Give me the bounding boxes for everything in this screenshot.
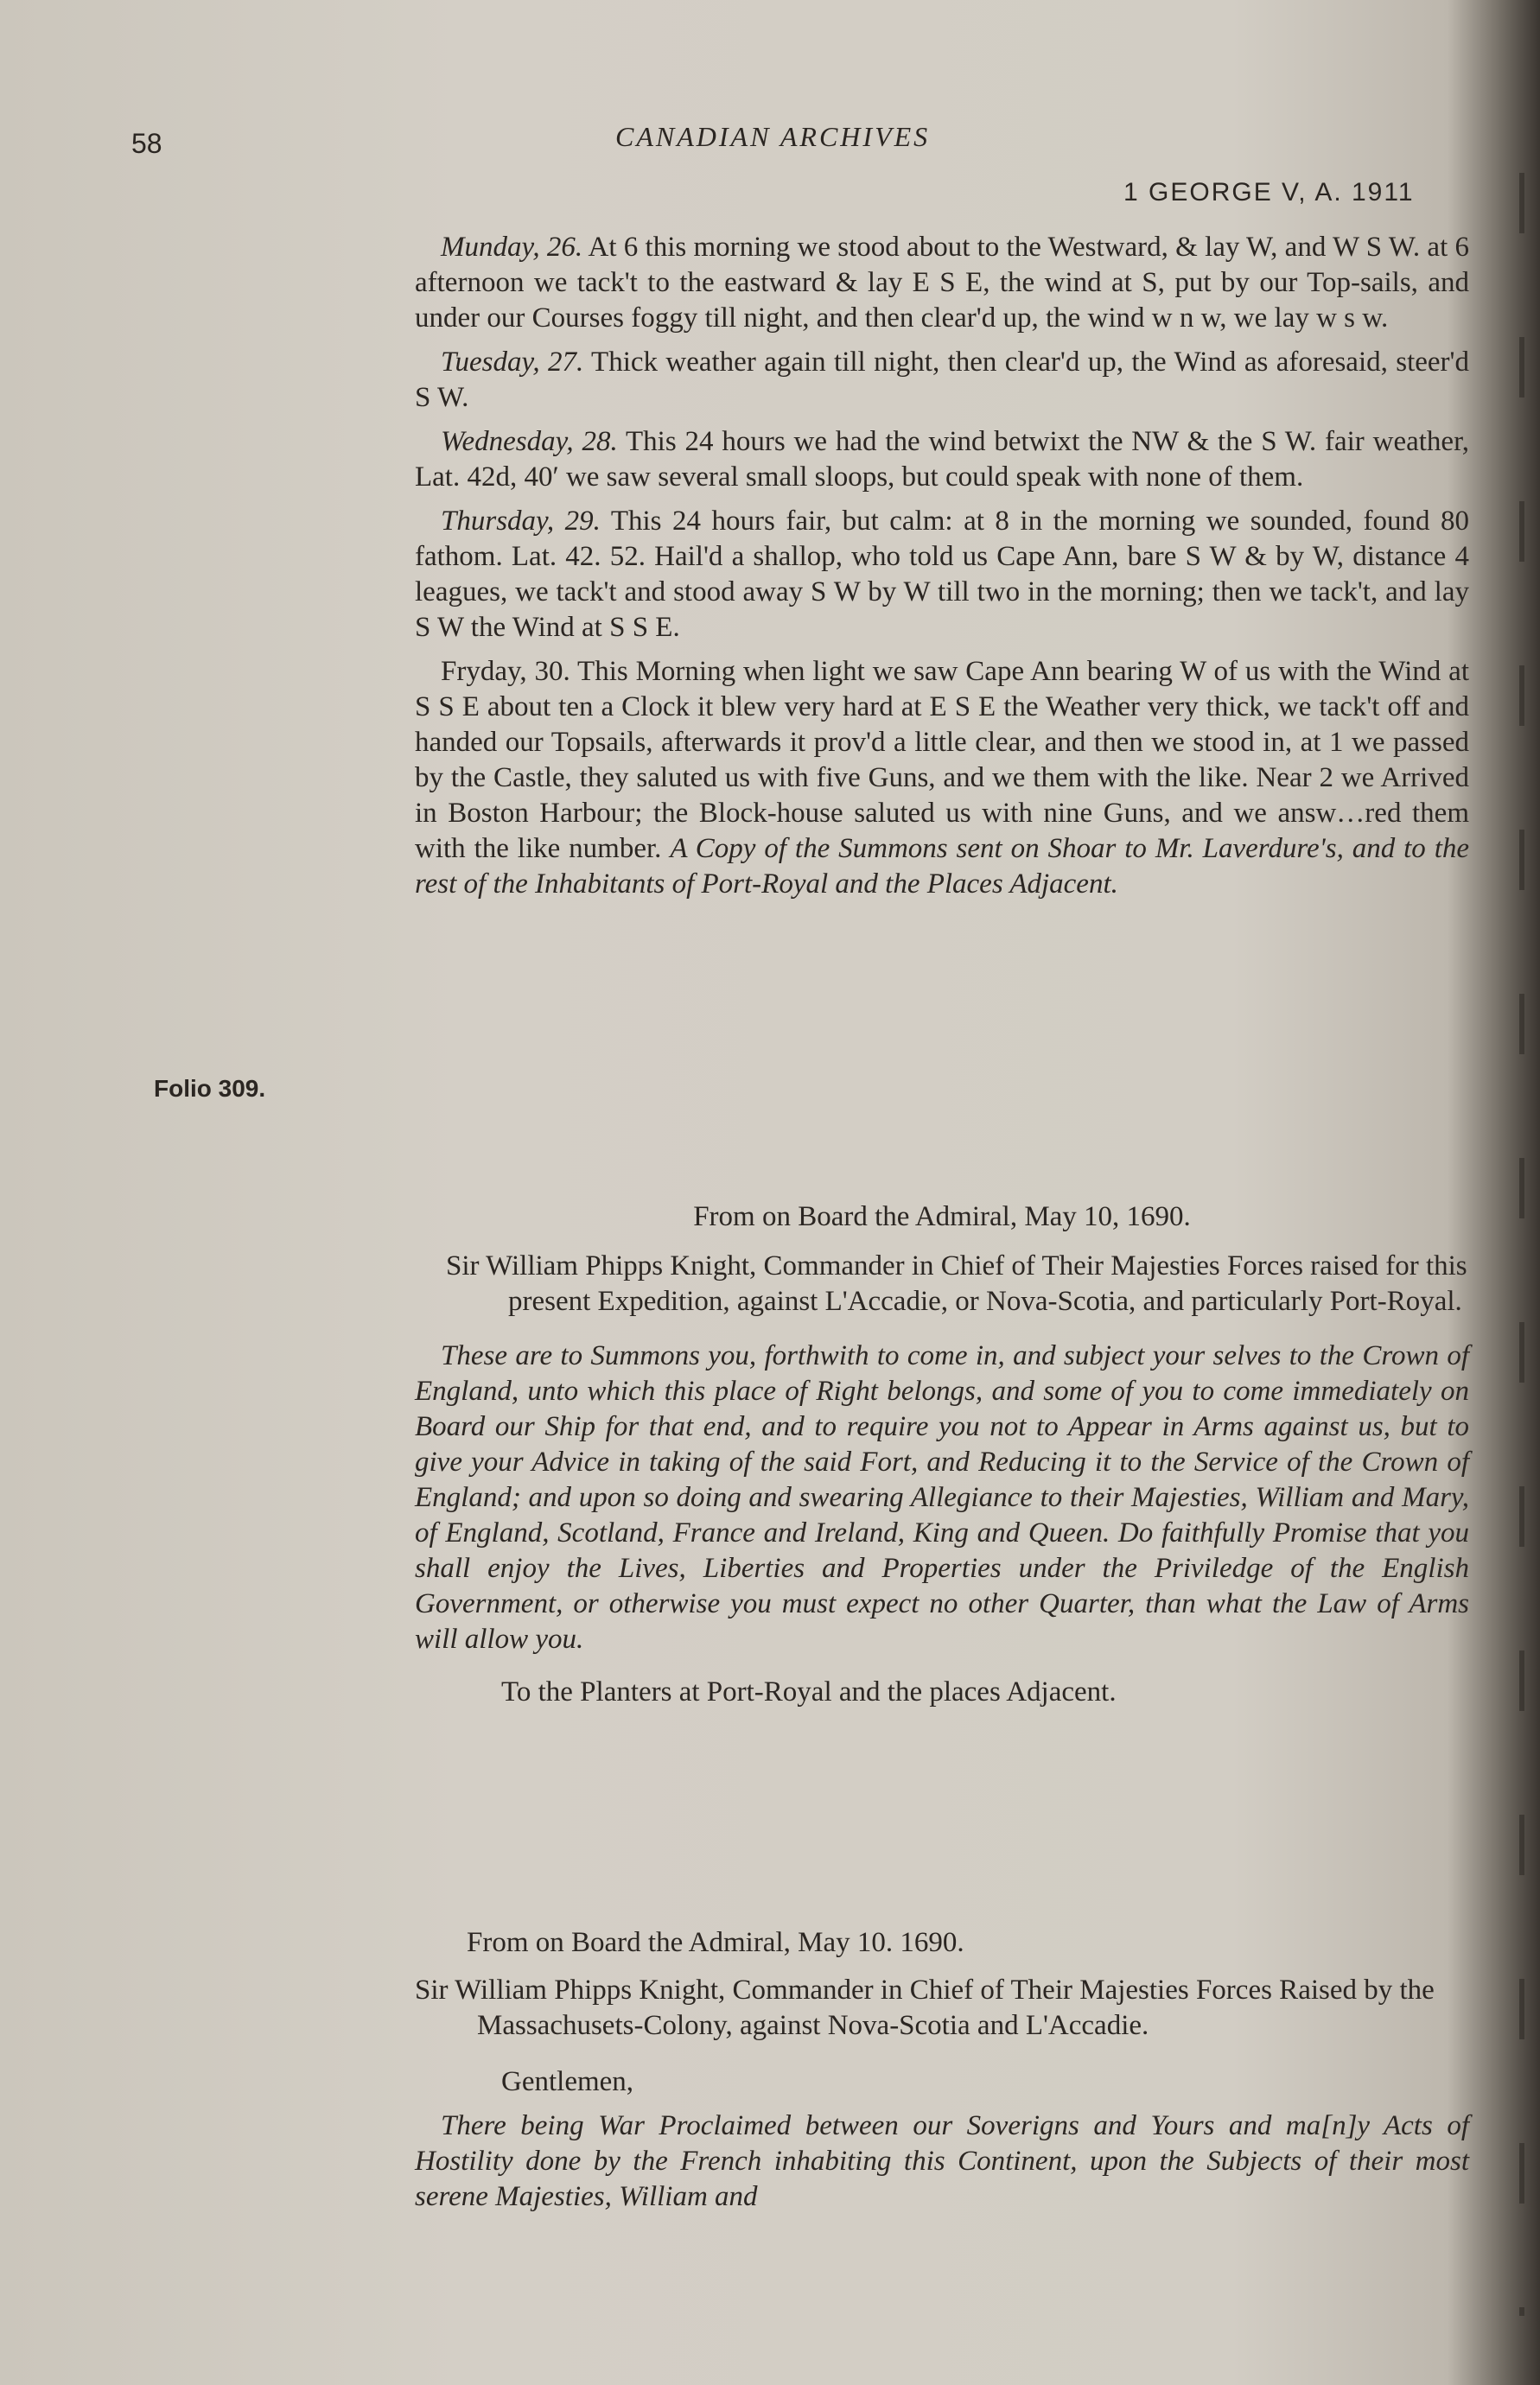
- session-label: 1 GEORGE V, A. 1911: [1123, 178, 1415, 207]
- entry-day: Wednesday, 28.: [441, 426, 618, 457]
- letter2-from: Sir William Phipps Knight, Commander in Chief of Their Majesties Forces Raised by the Massachusets-Colony, against Nova-Scotia and L'Accadie.: [415, 1975, 1435, 2041]
- letter1-from: Sir William Phipps Knight, Commander in Chief of Their Majesties Forces raised for this present Expedition, against L'Accadie, or Nova-Scotia, and particularly Port-Royal.: [446, 1250, 1467, 1317]
- entry-text: At 6 this morning we stood about to the Westward, & lay W, and W S W. at 6 afternoon we tack't to the eastward & lay E S E, the wind at S, put by our Top-sails, and under our Courses foggy till night, and then clear'd up, the wind w n w, we lay w s w.: [415, 232, 1469, 334]
- entry-monday: [415, 230, 1469, 336]
- letter1-dateline: From on Board the Admiral, May 10, 1690.: [693, 1201, 1191, 1232]
- entry-text: This 24 hours we had the wind betwixt the NW & the S W. fair weather, Lat. 42d, 40′ we saw several small sloops, but could speak with none of them.: [415, 426, 1469, 493]
- letter2-dateline: From on Board the Admiral, May 10. 1690.: [467, 1927, 964, 1958]
- entry-day: Thursday, 29.: [441, 506, 601, 537]
- entry-day: Munday, 26.: [441, 232, 583, 263]
- letter2-body: There being War Proclaimed between our Soverigns and Yours and ma[n]y Acts of Hostility done by the French inhabiting this Continent, upon the Subjects of their most serene Majesties, William and: [415, 2110, 1469, 2212]
- binding-edge: [1519, 69, 1524, 2316]
- entry-day: Tuesday, 27.: [441, 347, 584, 378]
- folio-note: Folio 309.: [154, 1075, 266, 1102]
- copy-heading: A Copy of the Summons sent on Shoar to Mr. Laverdure's, and to the rest of the Inhabitants of Port-Royal and the Places Adjacent.: [415, 833, 1470, 900]
- entry-tuesday: [415, 345, 1469, 416]
- running-head: CANADIAN ARCHIVES: [615, 121, 931, 152]
- journal-entries: [415, 230, 1469, 902]
- entry-wednesday: [415, 424, 1469, 495]
- entry-text: This 24 hours fair, but calm: at 8 in the morning we sounded, found 80 fathom. Lat. 42. 52. Hail'd a shallop, who told us Cape Ann, bare S W & by W, distance 4 leagues, we tack't and stood away S W by W till two in the morning; then we tack't, and lay S W the Wind at S S E.: [415, 506, 1469, 643]
- letter1-address: To the Planters at Port-Royal and the places Adjacent.: [501, 1676, 1117, 1708]
- letter-one: [415, 1199, 1469, 1722]
- letter-two: [415, 1925, 1469, 2215]
- entry-day: Fryday, 30.: [441, 656, 570, 687]
- entry-thursday: [415, 504, 1469, 646]
- entry-text: Thick weather again till night, then clear'd up, the Wind as aforesaid, steer'd S W.: [415, 347, 1469, 413]
- entry-text: This Morning when light we saw Cape Ann bearing W of us with the Wind at S S E about ten a Clock it blew very hard at E S E the Weather very thick, we tack't off and handed our Topsails, afterwards it prov'd a little clear, and then we stood in, at 1 we passed by the Castle, they saluted us with five Guns, and we them with the like. Near 2 we Arrived in Boston Harbour; the Block-house saluted us with nine Guns, and we answ…red them with the like number.: [415, 656, 1469, 864]
- letter1-body: These are to Summons you, forthwith to come in, and subject your selves to the Crown of England, unto which this place of Right belongs, and some of you to come immediately on Board our Ship for that end, and to require you not to Appear in Arms against us, but to give your Advice in taking of the said Fort, and Reducing it to the Service of the Crown of England; and upon so doing and swearing Allegiance to their Majesties, William and Mary, of England, Scotland, France and Ireland, King and Queen. Do faithfully Promise that you shall enjoy the Lives, Liberties and Properties under the Priviledge of the English Government, or otherwise you must expect no other Quarter, than what the Law of Arms will allow you.: [415, 1340, 1469, 1655]
- page-number: 58: [131, 128, 162, 159]
- entry-friday: [415, 654, 1469, 902]
- letter2-salutation: Gentlemen,: [501, 2066, 634, 2097]
